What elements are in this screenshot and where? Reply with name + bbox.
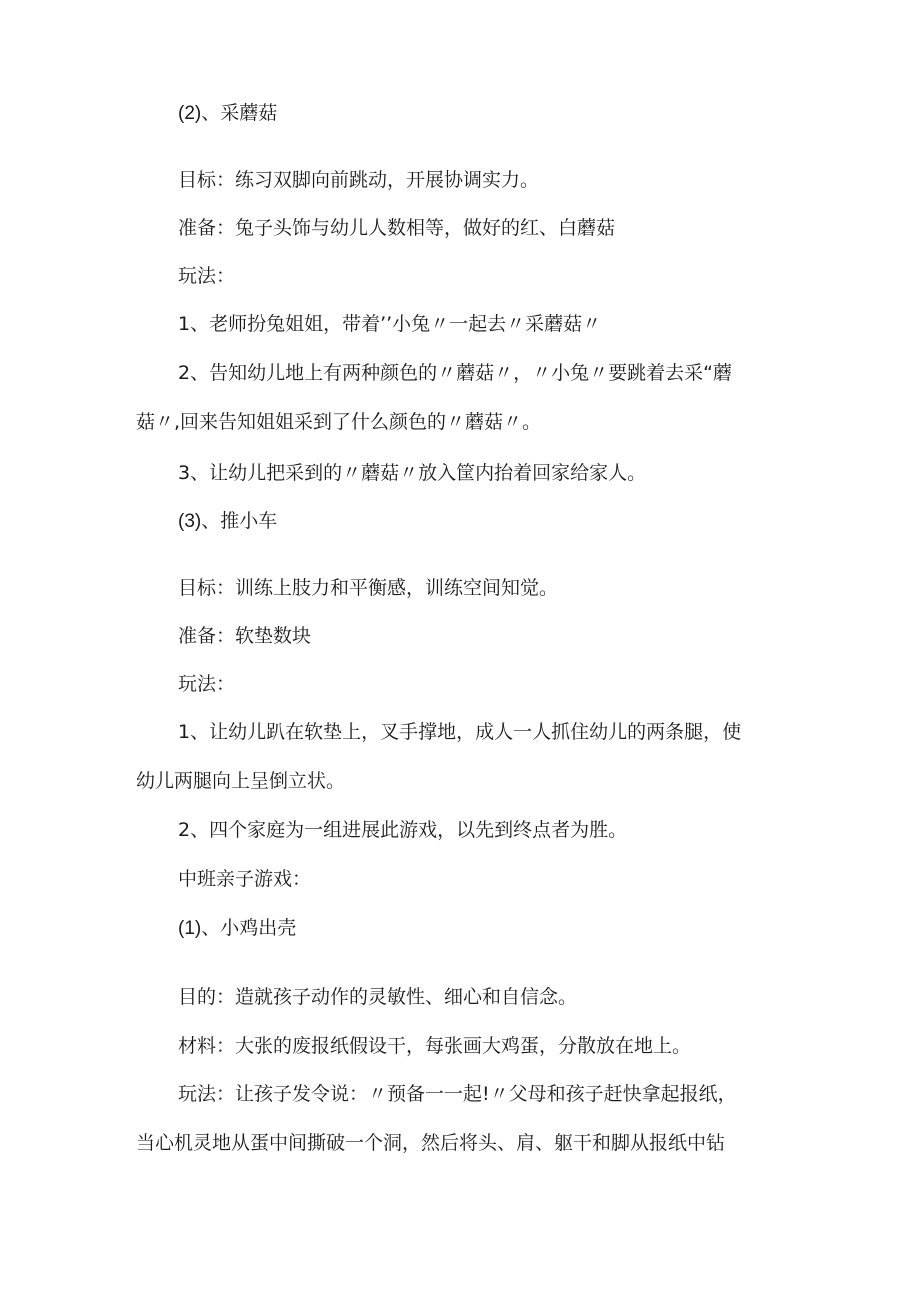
section-3-step-2: 2、四个家庭为一组进展此游戏，以先到终点者为胜。 [178, 819, 628, 841]
section-1-goal: 目的：造就孩子动作的灵敏性、细心和自信念。 [178, 986, 578, 1008]
section-heading-3: (3)、推小车 [178, 511, 278, 532]
section-2-goal: 目标：练习双脚向前跳动，开展协调实力。 [178, 169, 540, 191]
section-2-step-1: 1、老师扮兔姐姐，带着’’小兔〃一起去〃采蘑菇〃 [178, 313, 602, 335]
section-3-step-1-cont: 幼儿两腿向上呈倒立状。 [136, 770, 346, 792]
section-1-materials: 材料：大张的废报纸假设干，每张画大鸡蛋，分散放在地上。 [178, 1035, 692, 1057]
section-3-prep: 准备：软垫数块 [178, 625, 312, 647]
section-3-goal: 目标：训练上肢力和平衡感，训练空间知觉。 [178, 577, 559, 599]
section-heading-1: (1)、小鸡出壳 [178, 918, 297, 939]
section-2-prep: 准备：兔子头饰与幼儿人数相等，做好的红、白蘑菇 [178, 217, 616, 239]
section-1-play-line-2: 当心机灵地从蛋中间撕破一个洞，然后将头、肩、躯干和脚从报纸中钻 [136, 1132, 726, 1154]
section-2-play-label: 玩法： [178, 265, 236, 287]
section-2-step-3: 3、让幼儿把采到的〃蘑菇〃放入筐内抬着回家给家人。 [178, 462, 647, 484]
section-1-play-line-1: 玩法：让孩子发令说：〃预备一一起!〃父母和孩子赶快拿起报纸， [178, 1083, 737, 1105]
section-3-play-label: 玩法： [178, 673, 236, 695]
section-2-step-2-cont: 菇〃,回来告知姐姐采到了什么颜色的〃蘑菇〃。 [136, 411, 542, 433]
section-3-step-1: 1、让幼儿趴在软垫上，叉手撑地，成人一人抓住幼儿的两条腿，使 [178, 721, 742, 743]
section-heading-2: (2)、采蘑菇 [178, 103, 278, 124]
middle-class-title: 中班亲子游戏： [178, 868, 312, 890]
section-2-step-2: 2、告知幼儿地上有两种颜色的〃蘑菇〃，〃小兔〃要跳着去采“蘑 [178, 362, 732, 384]
